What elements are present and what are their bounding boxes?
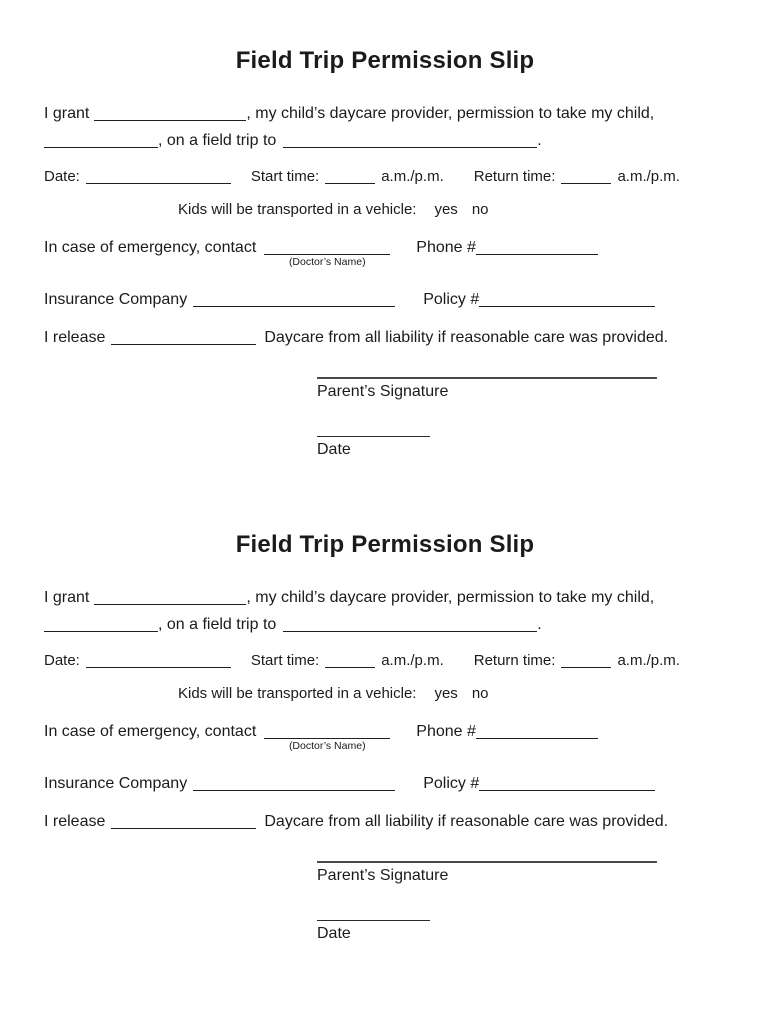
grant-line-2 — [44, 611, 726, 638]
vehicle-no-option: no — [471, 685, 489, 702]
return-ampm-label: a.m./p.m. — [617, 652, 680, 669]
phone-number-blank — [476, 724, 598, 739]
start-time-label: Start time: — [250, 652, 320, 669]
phone-number-blank — [476, 240, 598, 255]
insurance-company-blank — [193, 776, 395, 791]
start-time-label: Start time: — [250, 168, 320, 185]
signature-date-line — [317, 436, 430, 437]
release-row — [44, 327, 726, 349]
release-prefix: I release — [44, 329, 106, 346]
return-time-label: Return time: — [473, 168, 556, 185]
doctors-name-caption: (Doctor’s Name) — [288, 256, 366, 268]
signature-block — [317, 861, 726, 945]
insurance-company-blank — [193, 292, 395, 307]
start-time-blank — [325, 169, 375, 184]
start-time-blank — [325, 653, 375, 668]
release-prefix: I release — [44, 813, 106, 830]
grant-line-2 — [44, 127, 726, 154]
return-time-label: Return time: — [473, 652, 556, 669]
policy-label: Policy # — [423, 291, 480, 308]
phone-label: Phone # — [416, 723, 476, 740]
release-daycare-name-blank — [111, 330, 256, 345]
grant-after-child: , on a field trip to — [158, 616, 277, 633]
release-suffix: Daycare from all liability if reasonable care was provided. — [264, 813, 669, 830]
grant-after-child: , on a field trip to — [158, 132, 277, 149]
signature-date-line — [317, 920, 430, 921]
emergency-contact-blank — [264, 240, 390, 268]
vehicle-label: Kids will be transported in a vehicle: — [178, 201, 417, 218]
vehicle-yes-option: yes — [434, 685, 458, 702]
permission-form-1 — [44, 46, 726, 461]
parent-signature-label: Parent’s Signature — [317, 383, 449, 400]
emergency-label: In case of emergency, contact — [44, 239, 257, 256]
emergency-row — [44, 237, 726, 268]
return-time-blank — [561, 169, 611, 184]
grant-line-1 — [44, 100, 726, 127]
schedule-row — [44, 167, 726, 187]
form-title: Field Trip Permission Slip — [235, 531, 535, 558]
date-blank — [86, 169, 231, 184]
date-label: Date: — [44, 168, 80, 185]
grant-after-provider: , my child’s daycare provider, permission to take my child, — [246, 105, 655, 122]
provider-name-blank — [94, 590, 246, 605]
insurance-row — [44, 773, 726, 795]
parent-signature-line — [317, 861, 657, 863]
doctors-name-caption: (Doctor’s Name) — [288, 740, 366, 752]
phone-label: Phone # — [416, 239, 476, 256]
parent-signature-label: Parent’s Signature — [317, 867, 449, 884]
policy-number-blank — [479, 776, 655, 791]
emergency-contact-blank — [264, 724, 390, 752]
signature-block — [317, 377, 726, 461]
insurance-company-label: Insurance Company — [44, 775, 188, 792]
vehicle-no-option: no — [471, 201, 489, 218]
signature-date-label: Date — [317, 441, 351, 458]
release-daycare-name-blank — [111, 814, 256, 829]
release-row — [44, 811, 726, 833]
permission-form-2 — [44, 530, 726, 945]
trip-destination-blank — [283, 133, 537, 148]
policy-number-blank — [479, 292, 655, 307]
parent-signature-line — [317, 377, 657, 379]
grant-paragraph — [44, 100, 726, 154]
vehicle-row — [178, 200, 726, 220]
vehicle-row — [178, 684, 726, 704]
grant-after-provider: , my child’s daycare provider, permission to take my child, — [246, 589, 655, 606]
date-label: Date: — [44, 652, 80, 669]
form-title: Field Trip Permission Slip — [235, 47, 535, 74]
start-ampm-label: a.m./p.m. — [381, 652, 444, 669]
emergency-row — [44, 721, 726, 752]
date-blank — [86, 653, 231, 668]
policy-label: Policy # — [423, 775, 480, 792]
grant-period: . — [537, 132, 542, 149]
grant-period: . — [537, 616, 542, 633]
release-suffix: Daycare from all liability if reasonable care was provided. — [264, 329, 669, 346]
grant-paragraph — [44, 584, 726, 638]
vehicle-yes-option: yes — [434, 201, 458, 218]
provider-name-blank — [94, 106, 246, 121]
vehicle-label: Kids will be transported in a vehicle: — [178, 685, 417, 702]
grant-prefix: I grant — [44, 589, 90, 606]
child-name-blank — [44, 133, 158, 148]
child-name-blank — [44, 617, 158, 632]
emergency-label: In case of emergency, contact — [44, 723, 257, 740]
trip-destination-blank — [283, 617, 537, 632]
insurance-company-label: Insurance Company — [44, 291, 188, 308]
signature-date-label: Date — [317, 925, 351, 942]
start-ampm-label: a.m./p.m. — [381, 168, 444, 185]
grant-prefix: I grant — [44, 105, 90, 122]
return-time-blank — [561, 653, 611, 668]
insurance-row — [44, 289, 726, 311]
grant-line-1 — [44, 584, 726, 611]
return-ampm-label: a.m./p.m. — [617, 168, 680, 185]
schedule-row — [44, 651, 726, 671]
